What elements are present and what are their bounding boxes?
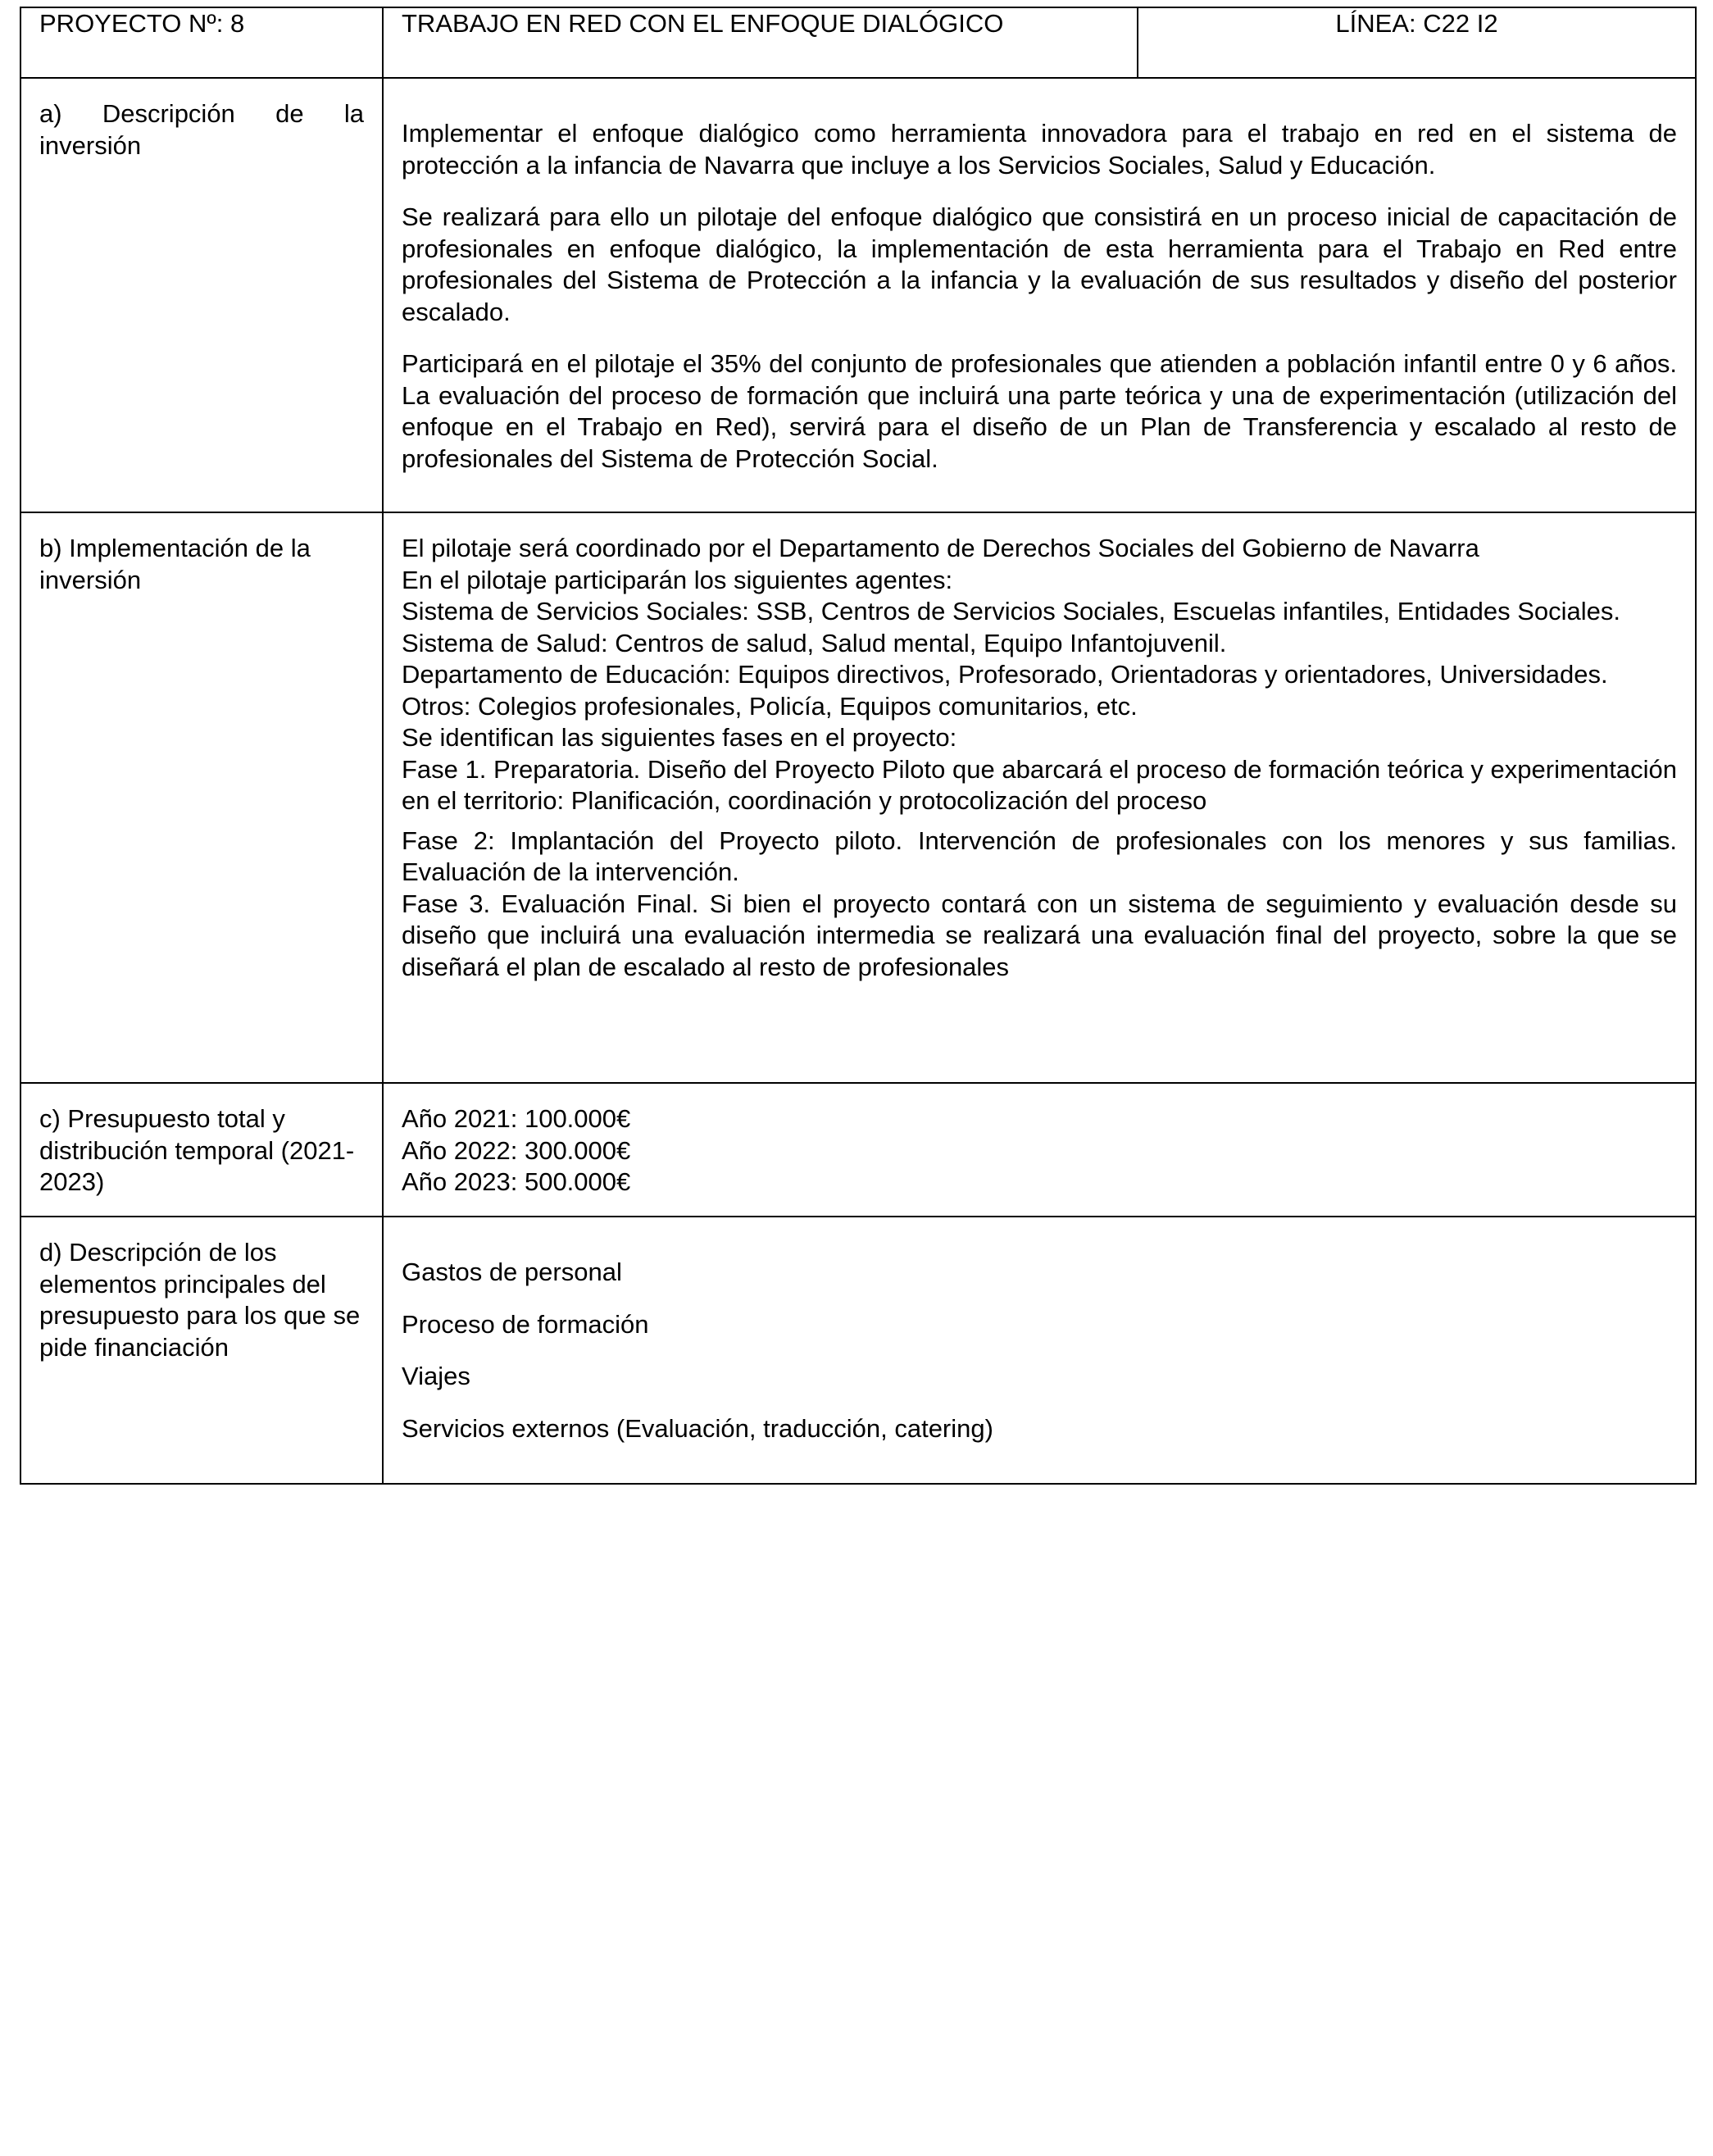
implementation-line: Departamento de Educación: Equipos directivos, Profesorado, Orientadoras y orientadores, Universidades. xyxy=(402,660,1608,689)
budget-element-item: Servicios externos (Evaluación, traducción, catering) xyxy=(402,1413,993,1443)
content-budget xyxy=(383,1083,1696,1217)
project-line: LÍNEA: C22 I2 xyxy=(1138,7,1696,78)
row-budget-elements xyxy=(20,1217,1696,1484)
budget-year-line: Año 2022: 300.000€ xyxy=(402,1135,631,1165)
budget-element-item: Gastos de personal xyxy=(402,1258,622,1286)
implementation-line: En el pilotaje participarán los siguientes agentes: xyxy=(402,565,953,594)
budget-year-line: Año 2023: 500.000€ xyxy=(402,1167,631,1196)
implementation-line: Sistema de Servicios Sociales: SSB, Centros de Servicios Sociales, Escuelas infantiles, Entidades Sociales. xyxy=(402,597,1620,625)
budget-year-line: Año 2021: 100.000€ xyxy=(402,1104,631,1133)
project-table xyxy=(20,7,1697,1485)
header-row xyxy=(20,7,1696,78)
phase-1: Fase 1. Preparatoria. Diseño del Proyecto Piloto que abarcará el proceso de formación teórica y experimentación en el territorio: Planificación, coordinación y protocolización del proceso xyxy=(402,754,1677,815)
row-description xyxy=(20,78,1696,512)
content-description xyxy=(383,78,1696,512)
implementation-line: Se identifican las siguientes fases en el proyecto: xyxy=(402,723,957,752)
project-title: TRABAJO EN RED CON EL ENFOQUE DIALÓGICO xyxy=(383,7,1138,78)
phase-3: Fase 3. Evaluación Final. Si bien el proyecto contará con un sistema de seguimiento y evaluación desde su diseño que incluirá una evaluación intermedia se realizará una evaluación final del proyecto, sobre la que se diseñará el plan de escalado al resto de profesionales xyxy=(402,889,1677,981)
budget-element-item: Proceso de formación xyxy=(402,1309,649,1339)
description-paragraph: Implementar el enfoque dialógico como herramienta innovadora para el trabajo en red en el sistema de protección a la infancia de Navarra que incluye a los Servicios Sociales, Salud y Educación. xyxy=(402,119,1677,180)
description-paragraph: Participará en el pilotaje el 35% del conjunto de profesionales que atienden a población infantil entre 0 y 6 años. La evaluación del proceso de formación que incluirá una parte teórica y una de experimentación (utilización del enfoque en el Trabajo en Red), servirá para el diseño de un Plan de Transferencia y escalado al resto de profesionales del Sistema de Protección Social. xyxy=(402,349,1677,473)
label-implementation: b) Implementación de la inversión xyxy=(20,512,383,1083)
phase-2: Fase 2: Implantación del Proyecto piloto. Intervención de profesionales con los menores y sus familias. Evaluación de la intervención. xyxy=(402,826,1677,886)
row-budget xyxy=(20,1083,1696,1217)
label-description-line2: inversión xyxy=(39,130,142,160)
project-number: PROYECTO Nº: 8 xyxy=(20,7,383,78)
implementation-line: Sistema de Salud: Centros de salud, Salud mental, Equipo Infantojuvenil. xyxy=(402,628,1227,657)
label-description-line1: a) Descripción de la xyxy=(39,99,364,128)
description-paragraph: Se realizará para ello un pilotaje del enfoque dialógico que consistirá en un proceso inicial de capacitación de profesionales en enfoque dialógico, la implementación de esta herramienta para el Trabajo en Red entre profesionales del Sistema de Protección a la infancia y la evaluación de sus resultados y diseño del posterior escalado. xyxy=(402,202,1677,326)
label-budget-elements: d) Descripción de los elementos principales del presupuesto para los que se pide financiación xyxy=(20,1217,383,1484)
implementation-line: Otros: Colegios profesionales, Policía, Equipos comunitarios, etc. xyxy=(402,691,1138,721)
implementation-line: El pilotaje será coordinado por el Departamento de Derechos Sociales del Gobierno de Navarra xyxy=(402,534,1479,562)
row-implementation xyxy=(20,512,1696,1083)
content-implementation xyxy=(383,512,1696,1083)
content-budget-elements xyxy=(383,1217,1696,1484)
label-description xyxy=(20,78,383,512)
label-budget: c) Presupuesto total y distribución temporal (2021-2023) xyxy=(20,1083,383,1217)
budget-element-item: Viajes xyxy=(402,1362,470,1390)
